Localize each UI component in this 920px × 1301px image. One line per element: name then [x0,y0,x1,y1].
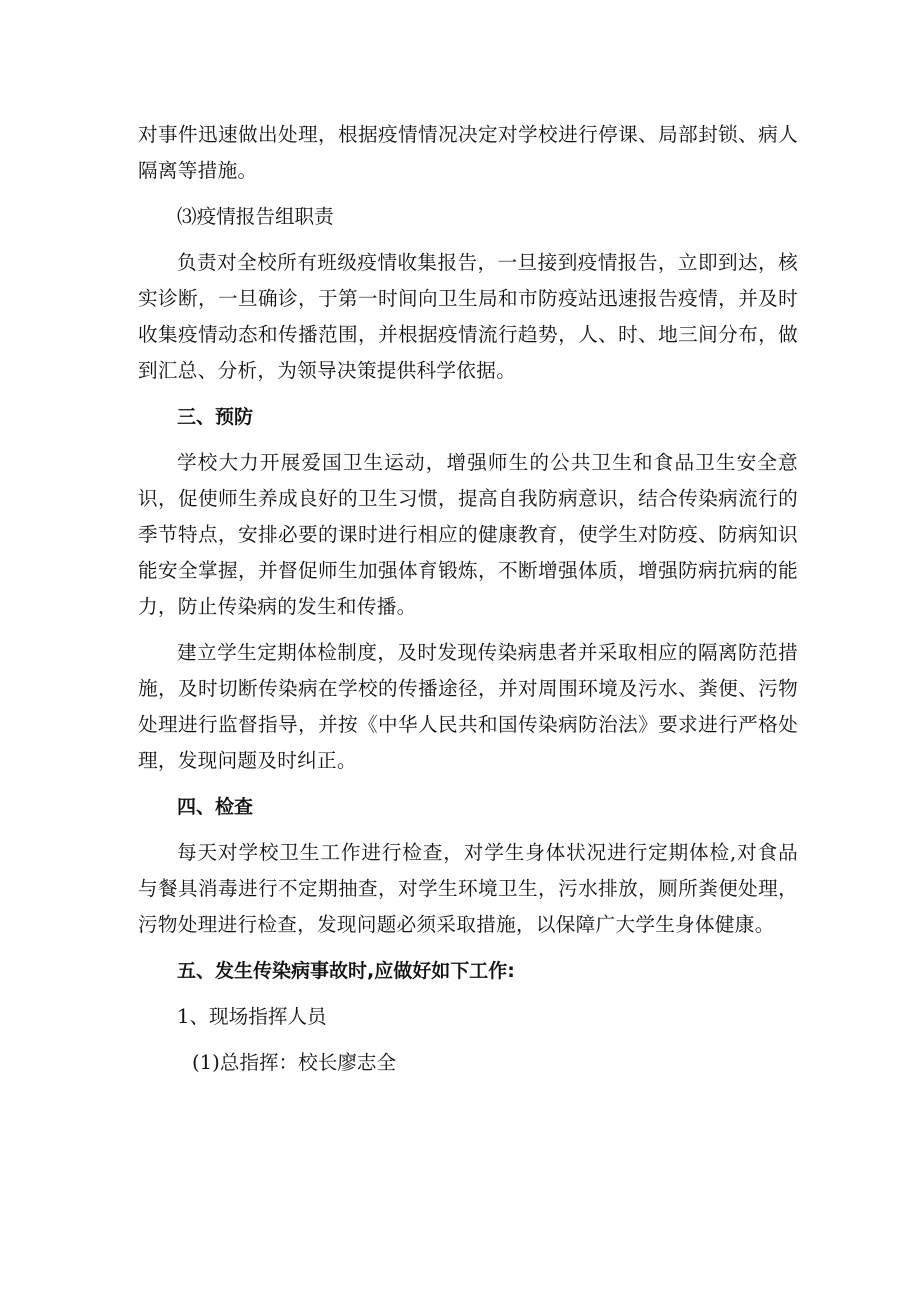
document-body [138,117,798,1081]
paragraph-prevention-2: 建立学生定期体检制度，及时发现传染病患者并采取相应的隔离防范措施，及时切断传染病在学校的传播途径，并对周围环境及污水、粪便、污物处理进行监督指导，并按《中华人民共和国传染病防治法》要求进行严格处理，发现问题及时纠正。 [138,641,798,772]
item-onsite-command: 1、现场指挥人员 [177,1005,327,1028]
paragraph-prevention-1: 学校大力开展爱国卫生运动，增强师生的公共卫生和食品卫生安全意识，促使师生养成良好的卫生习惯，提高自我防病意识，结合传染病流行的季节特点，安排必要的课时进行相应的健康教育，使学生对防疫、防病知识能安全掌握，并督促师生加强体育锻炼，不断增强体质，增强防病抗病的能力，防止传染病的发生和传播。 [138,451,798,618]
paragraph-inspection: 每天对学校卫生工作进行检查，对学生身体状况进行定期体检,对食品与餐具消毒进行不定期抽查，对学生环境卫生，污水排放，厕所粪便处理，污物处理进行检查，发现问题必须采取措施，以保障广大学生身体健康。 [138,841,798,936]
heading-inspection: 四、检查 [177,796,254,818]
heading-incident-response: 五、发生传染病事故时,应做好如下工作: [177,960,515,982]
paragraph-report-duties: 负责对全校所有班级疫情收集报告，一旦接到疫情报告，立即到达，核实诊断，一旦确诊，于第一时间向卫生局和市防疫站迅速报告疫情，并及时收集疫情动态和传播范围，并根据疫情流行趋势，人、时、地三间分布，做到汇总、分析，为领导决策提供科学依据。 [138,251,798,382]
heading-prevention: 三、预防 [177,406,254,428]
item-chief-commander: (1)总指挥：校长廖志全 [192,1051,397,1074]
paragraph-continuation: 对事件迅速做出处理，根据疫情情况决定对学校进行停课、局部封锁、病人隔离等措施。 [138,123,798,182]
item-report-group: ⑶疫情报告组职责 [177,205,334,228]
